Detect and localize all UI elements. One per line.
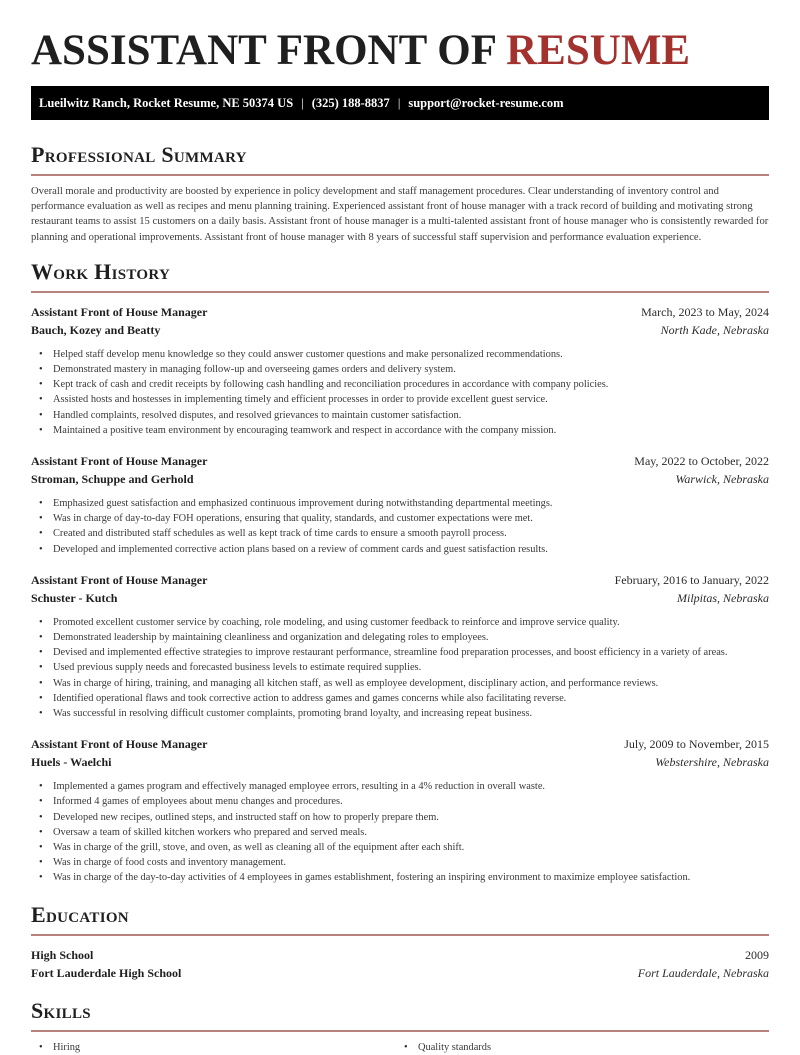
job-company-row <box>31 753 769 771</box>
job-bullet: • Was in charge of day-to-day FOH operations, ensuring that quality, standards, and customer expectations were met. <box>39 511 769 526</box>
job-bullets <box>31 347 769 438</box>
summary-text: Overall morale and productivity are boosted by experience in policy development and staff management procedures. Clear understanding of inventory control and performance evaluation as well as recipes and menu planning training. Experienced assistant front of house manager with a track record of building and motivating strong restaurant teams to assist 15 customers on a daily basis. Assistant front of house manager is a multi-talented assistant front of house manager who is consistently rewarded for planning and operational improvements. Assistant front of house manager with 8 years of successful staff supervision and performance evaluation experience. <box>31 186 769 243</box>
title-main: ASSISTANT FRONT OF <box>31 27 496 74</box>
education-school: Fort Lauderdale High School <box>31 965 182 980</box>
job-bullet: • Kept track of cash and credit receipts by following cash handling and reconciliation procedures in accordance with company policies. <box>39 377 769 392</box>
skill-item: • Quality standards <box>404 1040 769 1055</box>
job-title: Assistant Front of House Manager <box>31 454 208 469</box>
job-company-row <box>31 321 769 339</box>
section-divider <box>31 174 769 176</box>
job-bullet: • Informed 4 games of employees about menu changes and procedures. <box>39 794 769 809</box>
contact-phone[interactable]: (325) 188-8837 <box>311 95 390 110</box>
job-entry <box>31 735 769 885</box>
contact-bar <box>31 86 769 120</box>
resume-title <box>31 0 769 74</box>
job-dates: March, 2023 to May, 2024 <box>641 304 769 319</box>
section-heading: Professional Summary <box>31 142 247 167</box>
job-bullet: • Developed and implemented corrective action plans based on a review of comment cards and guest satisfaction results. <box>39 542 769 557</box>
job-bullet: • Used previous supply needs and forecasted business levels to estimate required supplies. <box>39 660 769 675</box>
job-bullet: • Devised and implemented effective strategies to improve restaurant performance, streamline food preparation processes, and boost efficiency in a variety of areas. <box>39 645 769 660</box>
job-dates: May, 2022 to October, 2022 <box>634 454 769 469</box>
job-location: Webstershire, Nebraska <box>655 755 769 770</box>
job-title: Assistant Front of House Manager <box>31 572 208 587</box>
job-bullets <box>31 496 769 557</box>
work-history-section <box>31 259 769 886</box>
job-bullet: • Demonstrated mastery in managing follow-up and overseeing games orders and delivery system. <box>39 362 769 377</box>
section-divider <box>31 291 769 293</box>
job-bullet: • Handled complaints, resolved disputes, and resolved grievances to maintain customer satisfaction. <box>39 408 769 423</box>
job-header-row <box>31 571 769 589</box>
job-company: Stroman, Schuppe and Gerhold <box>31 472 194 487</box>
job-bullet: • Emphasized guest satisfaction and emphasized continuous improvement during notwithstanding departmental meetings. <box>39 496 769 511</box>
skill-item: • Hiring <box>39 1040 404 1055</box>
job-bullet: • Assisted hosts and hostesses in implementing timely and efficient processes in order to provide excellent guest service. <box>39 392 769 407</box>
job-entry <box>31 452 769 557</box>
job-bullet: • Implemented a games program and effectively managed employee errors, resulting in a 4% reduction in overall waste. <box>39 779 769 794</box>
job-location: Milpitas, Nebraska <box>677 590 769 605</box>
job-bullet: • Was in charge of food costs and inventory management. <box>39 855 769 870</box>
job-location: Warwick, Nebraska <box>675 472 769 487</box>
contact-address: Lueilwitz Ranch, Rocket Resume, NE 50374 US <box>39 95 294 110</box>
job-bullet: • Developed new recipes, outlined steps, and instructed staff on how to properly prepare them. <box>39 810 769 825</box>
section-heading: Skills <box>31 997 91 1023</box>
section-divider <box>31 934 769 936</box>
education-entry <box>31 946 769 982</box>
education-year: 2009 <box>745 947 769 962</box>
job-bullet: • Identified operational flaws and took corrective action to address games and games concerns while also facilitating reverse. <box>39 691 769 706</box>
job-bullet: • Was in charge of the day-to-day activities of 4 employees in games establishment, fostering an inspiring environment to maximize employee satisfaction. <box>39 870 769 885</box>
job-bullet: • Was in charge of the grill, stove, and oven, as well as cleaning all of the equipment after each shift. <box>39 840 769 855</box>
job-title: Assistant Front of House Manager <box>31 304 208 319</box>
job-bullet: • Helped staff develop menu knowledge so they could answer customer questions and make personalized recommendations. <box>39 347 769 362</box>
education-header-row <box>31 946 769 964</box>
skills-list <box>31 1040 769 1055</box>
education-location: Fort Lauderdale, Nebraska <box>637 965 769 980</box>
job-entry <box>31 571 769 721</box>
section-divider <box>31 1030 769 1032</box>
job-bullets <box>31 615 769 721</box>
job-company-row <box>31 589 769 607</box>
job-header-row <box>31 452 769 470</box>
job-title: Assistant Front of House Manager <box>31 737 208 752</box>
job-bullet: • Was successful in resolving difficult customer complaints, promoting brand loyalty, and increasing repeat business. <box>39 706 769 721</box>
job-bullet: • Maintained a positive team environment by encouraging teamwork and respect in accordance with the company mission. <box>39 423 769 438</box>
job-bullet: • Created and distributed staff schedules as well as kept track of time cards to ensure a smooth payroll process. <box>39 526 769 541</box>
job-company: Huels - Waelchi <box>31 755 112 770</box>
section-heading: Work History <box>31 258 171 284</box>
job-company-row <box>31 470 769 488</box>
contact-email[interactable]: support@rocket-resume.com <box>408 95 564 110</box>
job-dates: February, 2016 to January, 2022 <box>614 572 769 587</box>
job-bullet: • Demonstrated leadership by maintaining cleanliness and organization and delegating roles to employees. <box>39 630 769 645</box>
job-company: Schuster - Kutch <box>31 590 118 605</box>
education-section <box>31 902 769 982</box>
job-entry <box>31 303 769 438</box>
summary-section <box>31 142 769 245</box>
job-bullet: • Promoted excellent customer service by coaching, role modeling, and using customer feedback to reinforce and improve service quality. <box>39 615 769 630</box>
education-degree: High School <box>31 947 94 962</box>
section-heading: Education <box>31 901 129 927</box>
skills-section <box>31 998 769 1055</box>
job-bullet: • Oversaw a team of skilled kitchen workers who prepared and served meals. <box>39 825 769 840</box>
contact-separator: | <box>397 95 401 110</box>
job-bullets <box>31 779 769 885</box>
job-dates: July, 2009 to November, 2015 <box>624 737 769 752</box>
title-accent: RESUME <box>506 27 691 74</box>
job-header-row <box>31 735 769 753</box>
job-location: North Kade, Nebraska <box>660 322 769 337</box>
contact-separator: | <box>301 95 304 110</box>
job-company: Bauch, Kozey and Beatty <box>31 322 161 337</box>
job-bullet: • Was in charge of hiring, training, and managing all kitchen staff, as well as employee development, disciplinary action, and performance reviews. <box>39 676 769 691</box>
education-school-row <box>31 964 769 982</box>
job-header-row <box>31 303 769 321</box>
